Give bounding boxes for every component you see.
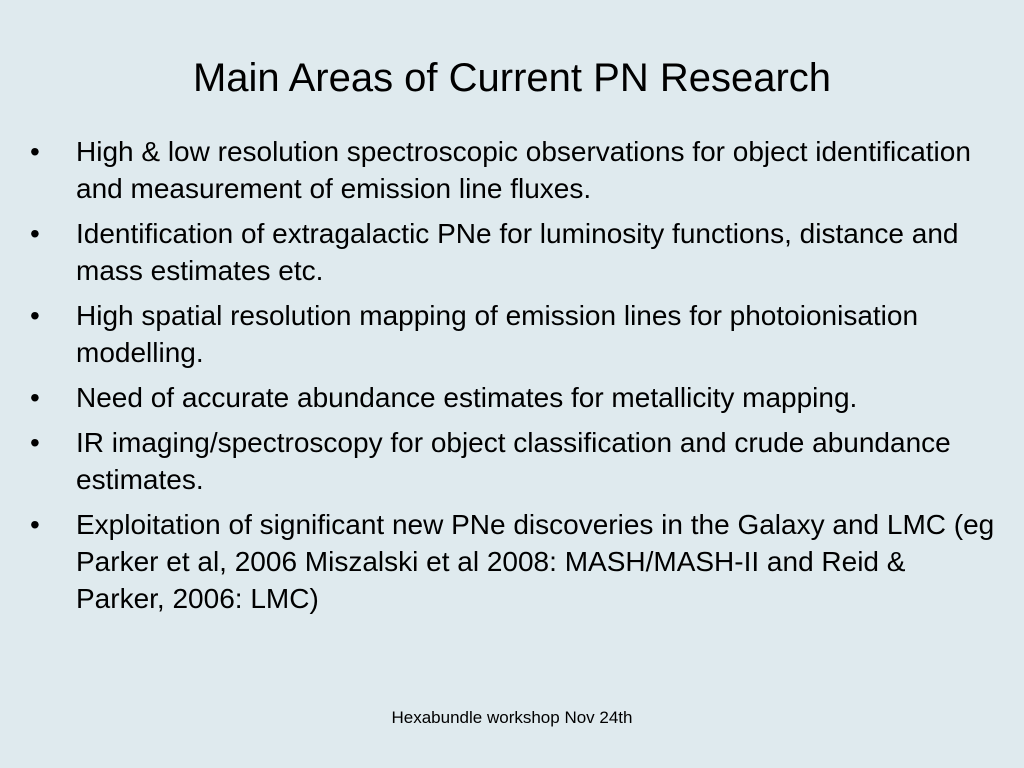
bullet-marker: • [30,382,40,413]
bullet-text: IR imaging/spectroscopy for object classification and crude abundance estimates. [76,427,951,495]
bullet-item [26,424,1001,498]
bullet-item [26,379,1001,416]
bullet-text: Identification of extragalactic PNe for luminosity functions, distance and mass estimates etc. [76,218,959,286]
slide-footer: Hexabundle workshop Nov 24th [391,708,633,727]
bullet-item [26,506,1001,617]
bullet-item [26,215,1001,289]
bullet-marker: • [30,300,40,331]
bullet-text: High spatial resolution mapping of emission lines for photoionisation modelling. [76,300,919,368]
bullet-marker: • [30,218,40,249]
bullet-item [26,297,1001,371]
bullet-text: Exploitation of significant new PNe discoveries in the Galaxy and LMC (eg Parker et al, 2006 Miszalski et al 2008: MASH/MASH-II and Reid & Parker, 2006: LMC) [76,509,995,614]
bullet-marker: • [30,509,40,540]
bullet-marker: • [30,427,40,458]
bullet-text: High & low resolution spectroscopic observations for object identification and measurement of emission line fluxes. [76,136,971,204]
bullet-list [26,133,1001,625]
bullet-text: Need of accurate abundance estimates for metallicity mapping. [76,382,858,413]
bullet-item [26,133,1001,207]
bullet-marker: • [30,136,40,167]
slide-title: Main Areas of Current PN Research [192,56,832,100]
